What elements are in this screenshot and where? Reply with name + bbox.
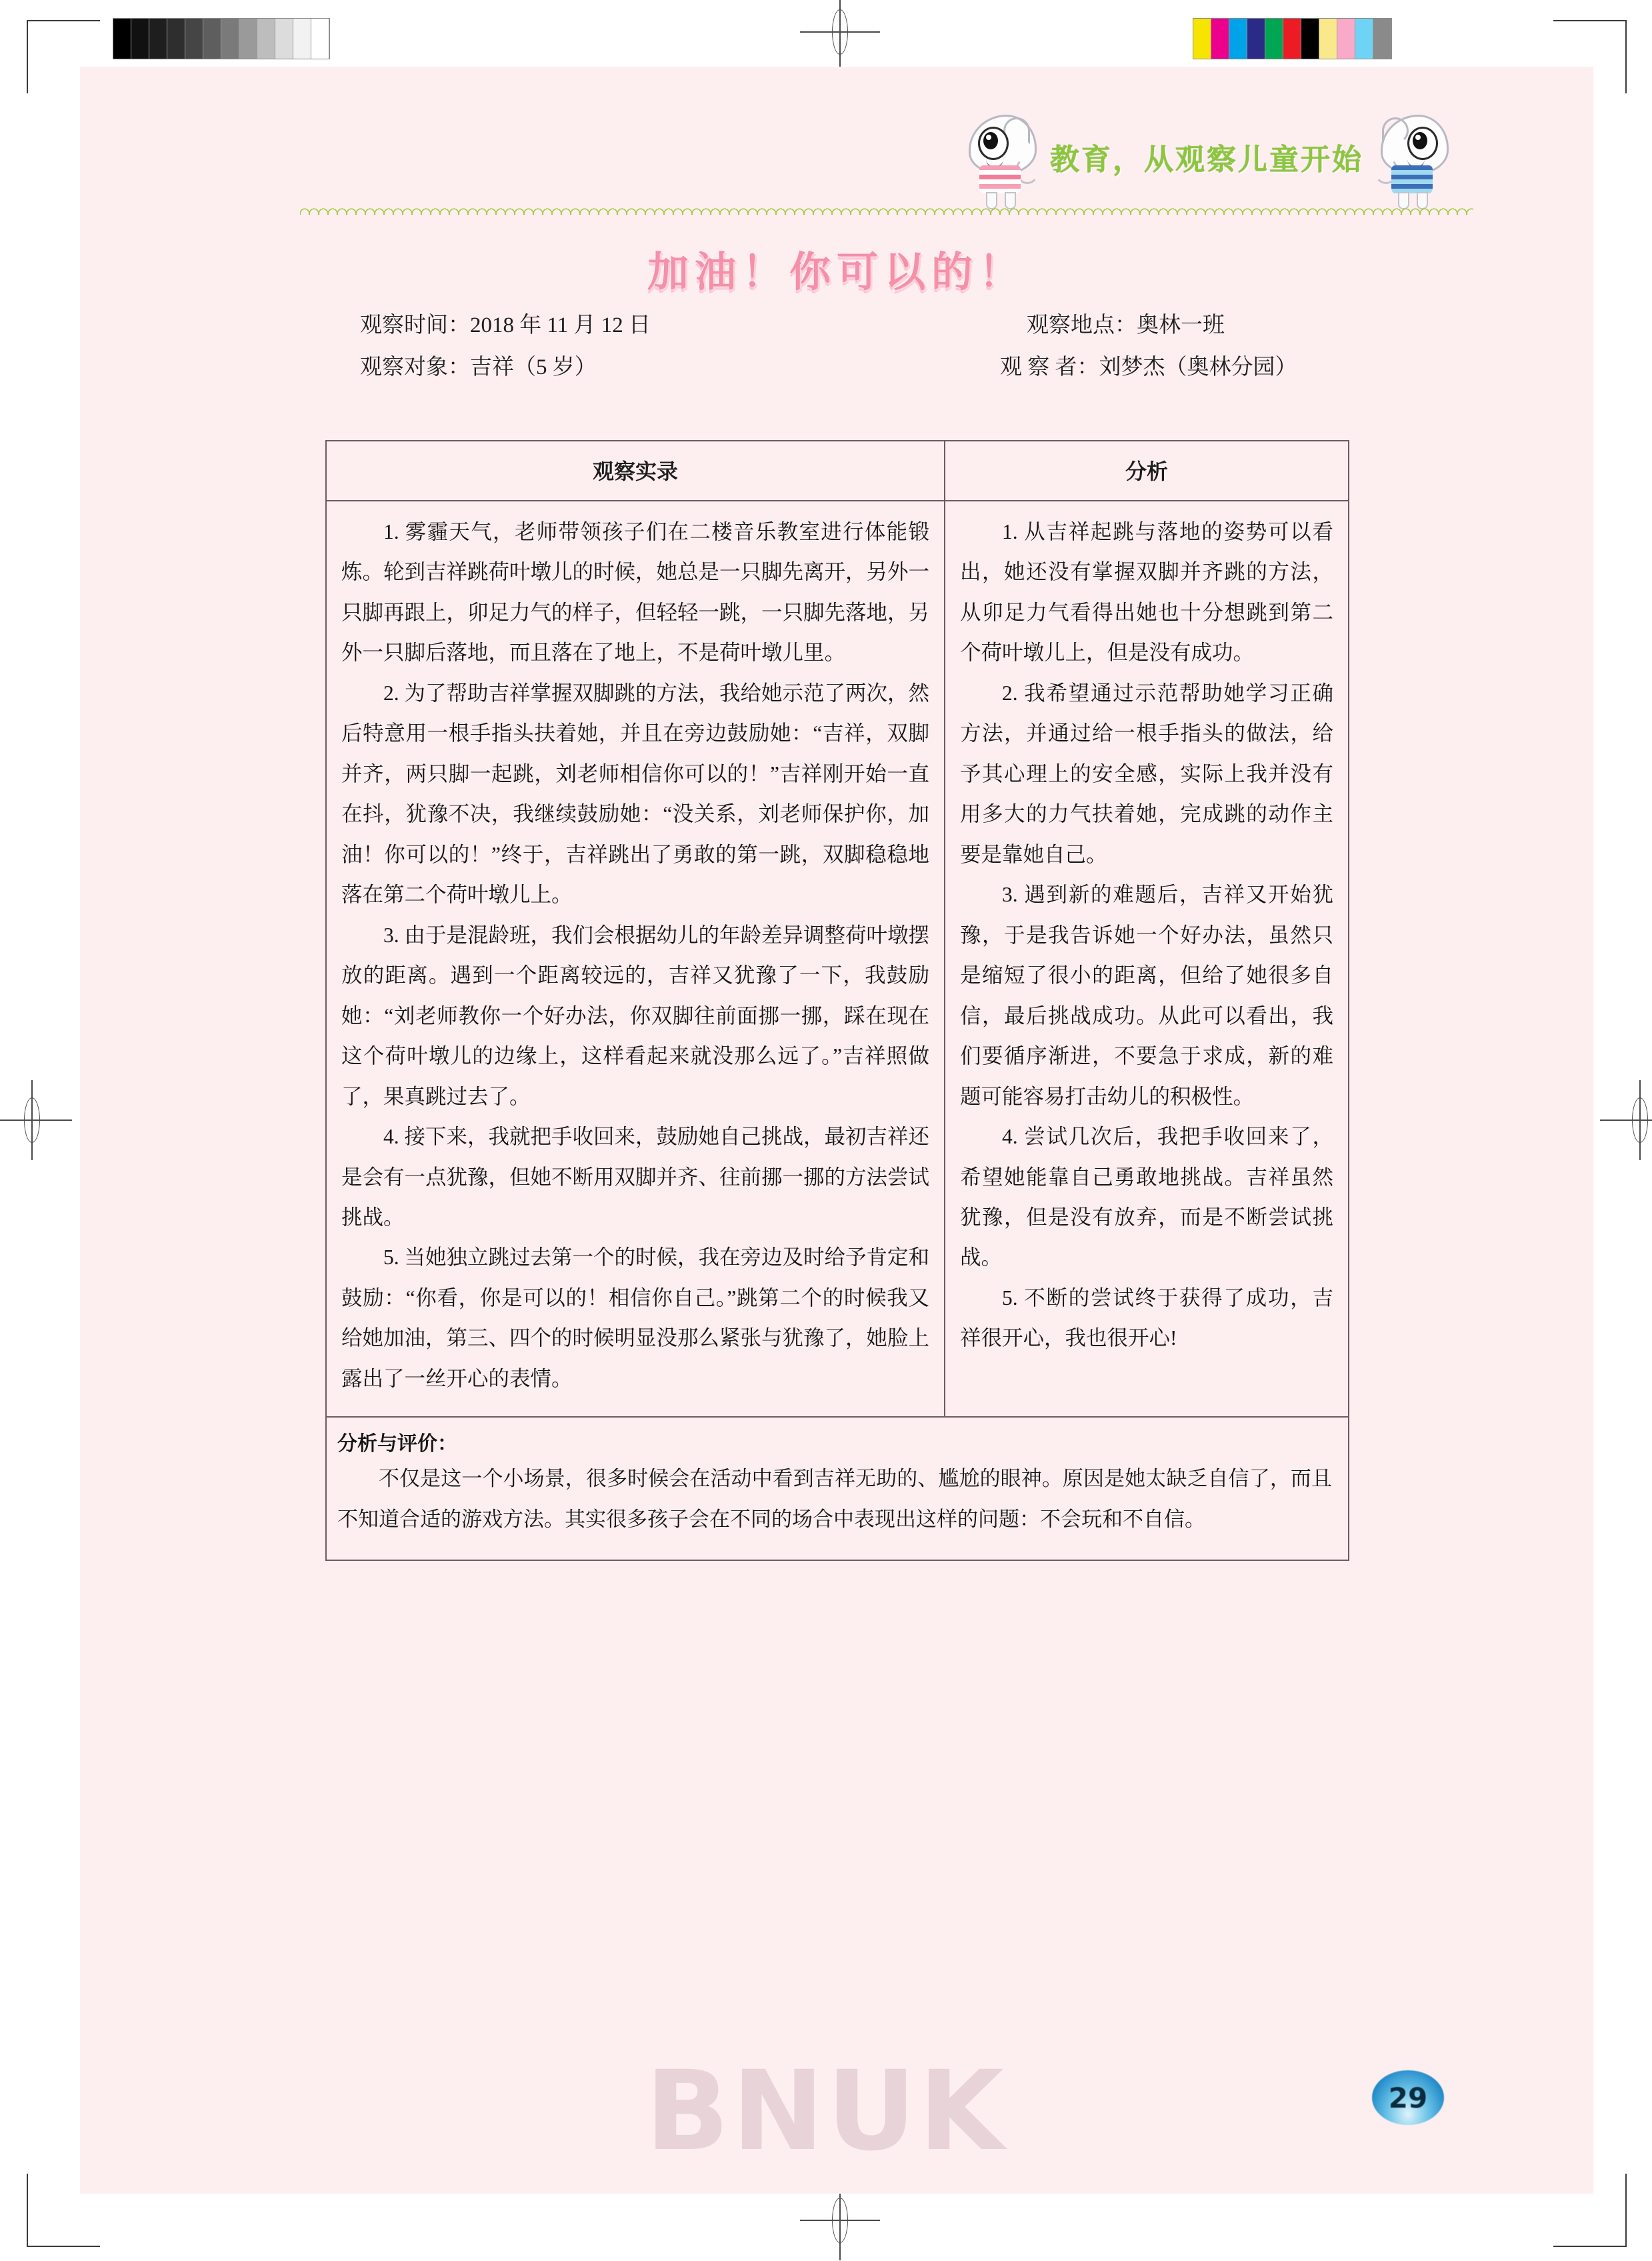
color-patch xyxy=(1301,19,1319,59)
meta-observer xyxy=(867,357,1400,379)
boy-mascot-icon xyxy=(1375,113,1450,200)
registration-mark-left-icon xyxy=(0,1080,72,1160)
document-page xyxy=(80,67,1593,2194)
grayscale-patch xyxy=(149,19,167,59)
color-patch xyxy=(1265,19,1283,59)
color-patch xyxy=(1283,19,1301,59)
girl-mascot-icon xyxy=(963,113,1038,200)
meta-row-subject-observer xyxy=(360,357,1400,379)
meta-date-label: 观察时间： xyxy=(360,313,470,337)
grayscale-patch xyxy=(185,19,203,59)
page-number-badge: 29 xyxy=(1372,2070,1444,2125)
grayscale-patch xyxy=(167,19,185,59)
grayscale-patch xyxy=(203,19,221,59)
meta-place xyxy=(867,315,1400,337)
watermark: BNUK xyxy=(645,2047,1007,2175)
record-paragraph: 1. 雾霾天气，老师带领孩子们在二楼音乐教室进行体能锻炼。轮到吉祥跳荷叶墩儿的时候，她总是一只脚先离开，另外一只脚再跟上，卯足力气的样子，但轻轻一跳，一只脚先落地，另外一只脚后落地，而且落在了地上，不是荷叶墩儿里。 xyxy=(341,520,930,665)
meta-date-value: 2018 年 11 月 12 日 xyxy=(470,313,651,337)
meta-row-date-place xyxy=(360,315,1400,337)
analysis-paragraph: 5. 不断的尝试终于获得了成功，吉祥很开心，我也很开心! xyxy=(960,1286,1333,1350)
observation-table xyxy=(325,440,1349,1561)
header-wave-divider xyxy=(300,205,1473,215)
color-patch xyxy=(1337,19,1355,59)
record-paragraph: 5. 当她独立跳过去第一个的时候，我在旁边及时给予肯定和鼓励：“你看，你是可以的！相信你自己。”跳第二个的时候我又给她加油，第三、四个的时候明显没那么紧张与犹豫了，她脸上露出了一丝开心的表情。 xyxy=(341,1246,930,1390)
registration-mark-right-icon xyxy=(1600,1080,1652,1160)
meta-observer-label: 观 察 者： xyxy=(1000,355,1099,379)
analysis-paragraph: 2. 我希望通过示范帮助她学习正确方法，并通过给一根手指头的做法，给予其心理上的安全感，实际上我并没有用多大的力气扶着她，完成跳的动作主要是靠她自己。 xyxy=(960,681,1333,866)
evaluation-section xyxy=(327,1418,1348,1560)
grayscale-calibration-strip xyxy=(113,19,329,59)
column-header-analysis: 分析 xyxy=(1125,459,1168,483)
meta-date xyxy=(360,315,867,337)
meta-subject-label: 观察对象： xyxy=(360,355,470,379)
meta-place-label: 观察地点： xyxy=(1027,313,1137,337)
observation-meta xyxy=(360,315,1400,399)
header-banner-text: 教育，从观察儿童开始 xyxy=(1050,143,1363,177)
analysis-paragraph: 1. 从吉祥起跳与落地的姿势可以看出，她还没有掌握双脚并齐跳的方法，从卯足力气看得出她也十分想跳到第二个荷叶墩儿上，但是没有成功。 xyxy=(960,520,1333,665)
meta-subject xyxy=(360,357,867,379)
evaluation-heading: 分析与评价： xyxy=(337,1433,457,1456)
record-column xyxy=(327,501,945,1416)
record-paragraph: 3. 由于是混龄班，我们会根据幼儿的年龄差异调整荷叶墩摆放的距离。遇到一个距离较远的，吉祥又犹豫了一下，我鼓励她：“刘老师教你一个好办法，你双脚往前面挪一挪，踩在现在这个荷叶墩儿的边缘上，这样看起来就没那么远了。”吉祥照做了，果真跳过去了。 xyxy=(341,923,930,1108)
grayscale-patch xyxy=(113,19,131,59)
meta-subject-value: 吉祥（5 岁） xyxy=(470,355,597,379)
table-header-row xyxy=(327,441,1348,501)
grayscale-patch xyxy=(257,19,275,59)
grayscale-patch xyxy=(275,19,293,59)
grayscale-patch xyxy=(131,19,149,59)
grayscale-patch xyxy=(293,19,311,59)
analysis-paragraph: 3. 遇到新的难题后，吉祥又开始犹豫，于是我告诉她一个好办法，虽然只是缩短了很小的距离，但给了她很多自信，最后挑战成功。从此可以看出，我们要循序渐进，不要急于求成，新的难题可能容易打击幼儿的积极性。 xyxy=(960,883,1333,1108)
color-patch xyxy=(1211,19,1229,59)
page-title: 加油！你可以的！ xyxy=(647,247,1026,296)
table-body-row xyxy=(327,501,1348,1418)
color-patch xyxy=(1193,19,1211,59)
registration-mark-top-icon xyxy=(800,0,880,72)
record-paragraph: 2. 为了帮助吉祥掌握双脚跳的方法，我给她示范了两次，然后特意用一根手指头扶着她，并且在旁边鼓励她：“吉祥，双脚并齐，两只脚一起跳，刘老师相信你可以的！”吉祥刚开始一直在抖，犹豫不决，我继续鼓励她：“没关系，刘老师保护你，加油！你可以的！”终于，吉祥跳出了勇敢的第一跳，双脚稳稳地落在第二个荷叶墩儿上。 xyxy=(341,681,930,907)
page-header xyxy=(300,113,1473,233)
grayscale-patch xyxy=(239,19,257,59)
color-patch xyxy=(1229,19,1247,59)
color-calibration-strip xyxy=(1193,19,1391,59)
evaluation-body: 不仅是这一个小场景，很多时候会在活动中看到吉祥无助的、尴尬的眼神。原因是她太缺乏自信了，而且不知道合适的游戏方法。其实很多孩子会在不同的场合中表现出这样的问题：不会玩和不自信。 xyxy=(337,1467,1332,1531)
color-patch xyxy=(1319,19,1337,59)
color-patch xyxy=(1247,19,1265,59)
grayscale-patch xyxy=(311,19,329,59)
analysis-paragraph: 4. 尝试几次后，我把手收回来了，希望她能靠自己勇敢地挑战。吉祥虽然犹豫，但是没有放弃，而是不断尝试挑战。 xyxy=(960,1125,1333,1270)
meta-observer-value: 刘梦杰（奥林分园） xyxy=(1099,355,1297,379)
grayscale-patch xyxy=(221,19,239,59)
color-patch xyxy=(1373,19,1391,59)
analysis-column xyxy=(945,501,1348,1416)
meta-place-value: 奥林一班 xyxy=(1137,313,1225,337)
column-header-record: 观察实录 xyxy=(327,441,945,500)
record-paragraph: 4. 接下来，我就把手收回来，鼓励她自己挑战，最初吉祥还是会有一点犹豫，但她不断用双脚并齐、往前挪一挪的方法尝试挑战。 xyxy=(341,1125,930,1229)
color-patch xyxy=(1355,19,1373,59)
